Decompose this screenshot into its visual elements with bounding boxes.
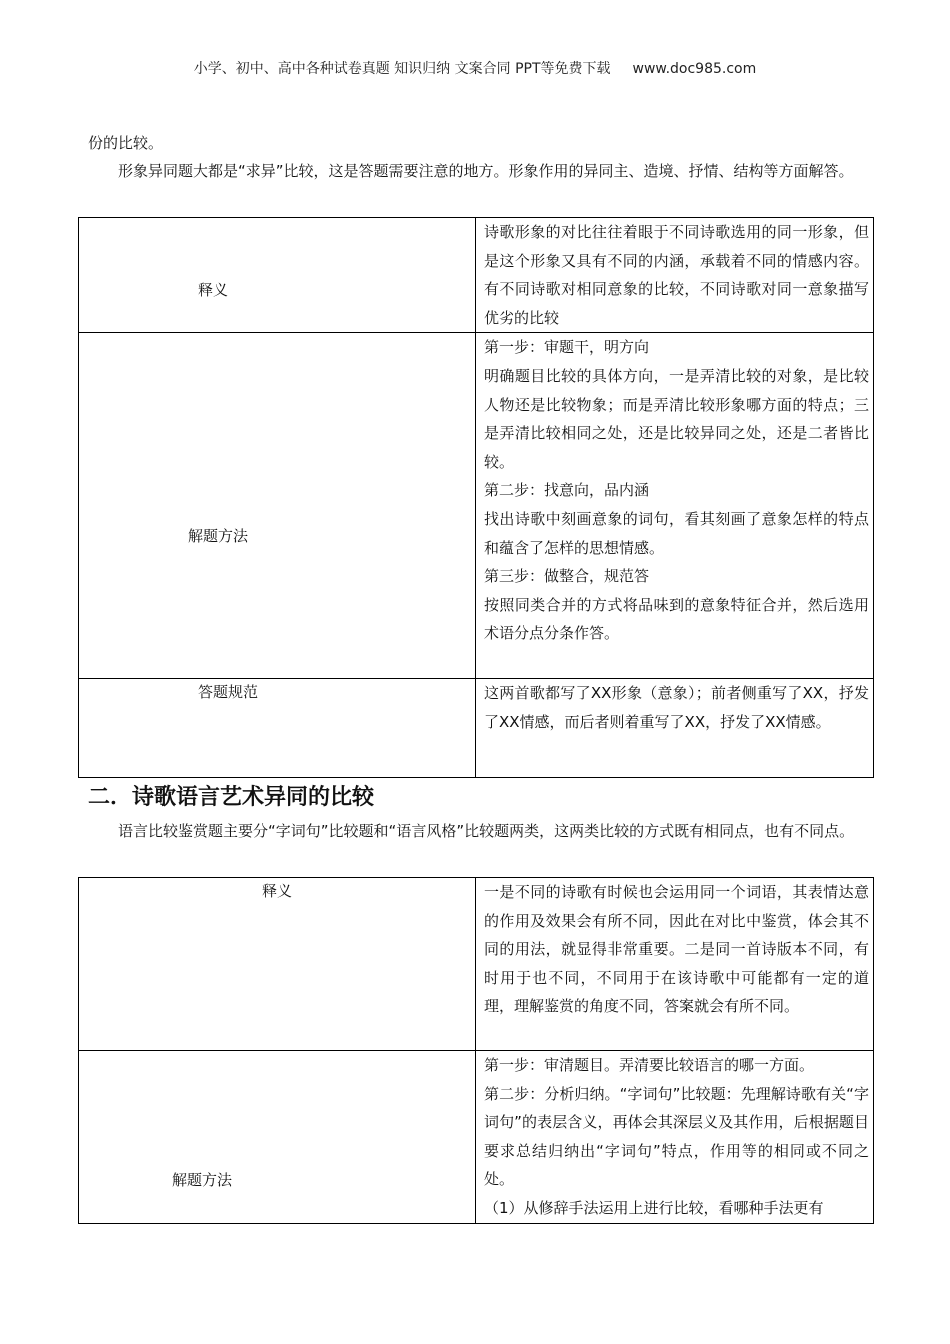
step-text: 按照同类合并的方式将品味到的意象特征合并，然后选用术语分点分条作答。	[484, 595, 869, 643]
table-row	[79, 878, 874, 1051]
row-label-cell	[79, 218, 476, 333]
row-label: 解题方法	[188, 527, 249, 546]
step-text: 第二步：分析归纳。“字词句”比较题：先理解诗歌有关“字词句”的表层含义，再体会其深层义及其作用，后根据题目要求总结归纳出“字词句”特点，作用等的相同或不同之处。	[484, 1084, 869, 1189]
row-content-cell	[476, 333, 874, 679]
intro-paragraph: 形象异同题大都是“求异”比较，这是答题需要注意的地方。形象作用的异同主、造境、抒情、结构等方面解答。	[118, 162, 854, 180]
table-row	[79, 333, 874, 679]
step-title: 第二步：找意向，品内涵	[484, 481, 650, 500]
row-text: 一是不同的诗歌有时候也会运用同一个词语，其表情达意的作用及效果会有所不同，因此在对比中鉴赏，体会其不同的用法，就显得非常重要。二是同一首诗版本不同，有时用于也不同，不同用于在该诗歌中可能都有一定的道理，理解鉴赏的角度不同，答案就会有所不同。	[484, 883, 869, 1016]
step-text: 第一步：审清题目。弄清要比较语言的哪一方面。	[484, 1056, 815, 1074]
table-row	[79, 218, 874, 333]
table-row	[79, 679, 874, 778]
row-label: 答题规范	[198, 683, 259, 702]
row-content-cell	[476, 878, 874, 1051]
row-label: 解题方法	[172, 1171, 233, 1189]
row-content-cell	[476, 679, 874, 778]
step-title: 第一步：审题干，明方向	[484, 338, 650, 357]
row-label-cell	[79, 878, 476, 1051]
table-row	[79, 1051, 874, 1224]
row-label-cell	[79, 333, 476, 679]
row-text: 这两首歌都写了XX形象（意象）；前者侧重写了XX，抒发了XX情感，而后者则着重写了XX，抒发了XX情感。	[484, 684, 869, 731]
row-label: 释义	[262, 882, 293, 900]
row-text: 诗歌形象的对比往往着眼于不同诗歌选用的同一形象，但是这个形象又具有不同的内涵，承载着不同的情感内容。有不同诗歌对相同意象的比较，不同诗歌对同一意象描写优劣的比较	[484, 223, 869, 327]
language-comparison-table	[78, 877, 874, 1224]
image-comparison-table	[78, 217, 874, 778]
row-label-cell	[79, 1051, 476, 1224]
row-label: 释义	[198, 281, 229, 299]
row-content-cell	[476, 1051, 874, 1224]
header-text: 小学、初中、高中各种试卷真题 知识归纳 文案合同 PPT等免费下载	[193, 61, 611, 77]
row-label-cell	[79, 679, 476, 778]
intro-line: 份的比较。	[88, 134, 164, 152]
row-content-cell	[476, 218, 874, 333]
section-paragraph: 语言比较鉴赏题主要分“字词句”比较题和“语言风格”比较题两类，这两类比较的方式既有相同点，也有不同点。	[118, 822, 855, 840]
step-title: 第三步：做整合，规范答	[484, 567, 650, 586]
header-url[interactable]: www.doc985.com	[632, 61, 757, 77]
step-text: 找出诗歌中刻画意象的词句，看其刻画了意象怎样的特点和蕴含了怎样的思想情感。	[484, 509, 869, 557]
step-text: 明确题目比较的具体方向，一是弄清比较的对象，是比较人物还是比较物象；而是弄清比较形象哪方面的特点；三是弄清比较相同之处，还是比较异同之处，还是二者皆比较。	[484, 366, 869, 471]
section-heading: 二．诗歌语言艺术异同的比较	[88, 785, 375, 810]
step-text: （1）从修辞手法运用上进行比较，看哪种手法更有	[484, 1198, 824, 1217]
page-header	[0, 58, 950, 78]
